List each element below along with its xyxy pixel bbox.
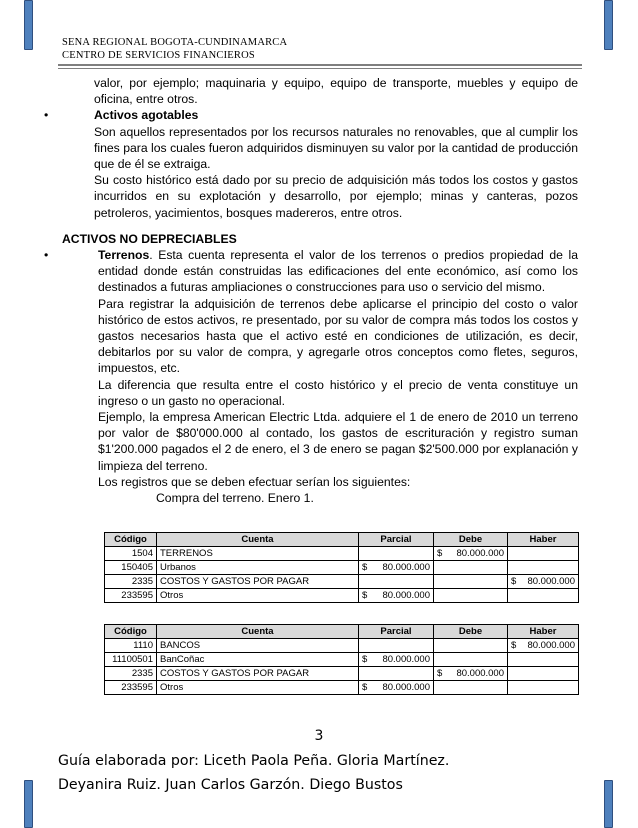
- footer-line-1: Guía elaborada por: Liceth Paola Peña. Gloria Martínez.: [58, 753, 450, 769]
- terrenos-paragraph-2: Para registrar la adquisición de terrenos debe aplicarse el principio del costo o valor histórico de estos activos, re presentado, por su valor de compra más todos los costos y gastos necesarios hasta que el activo esté en condiciones de utilización, es decir, debitarlos por su valor de compra, y agregarle otros conceptos como fletes, seguros, impuestos, etc.: [98, 296, 578, 376]
- table-row: [105, 667, 579, 681]
- section-heading: ACTIVOS NO DEPRECIABLES: [62, 231, 237, 246]
- currency-symbol: $: [362, 589, 368, 601]
- ledger-table-2: [104, 624, 579, 695]
- terrenos-paragraph-3: La diferencia que resulta entre el costo histórico y el precio de venta constituye un ingreso o un gasto no operacional.: [98, 377, 578, 408]
- cell-parcial: [359, 547, 434, 561]
- ledger-table-1: [104, 532, 579, 603]
- column-header: Haber: [508, 625, 579, 639]
- page-number: 3: [314, 728, 324, 744]
- cell-haber: [508, 575, 579, 589]
- cell-debe: [434, 639, 508, 653]
- currency-symbol: $: [362, 561, 368, 573]
- agotables-paragraph-1: Son aquellos representados por los recursos naturales no renovables, que al cumplir los fines para los cuales fueron adquiridos disminuyen su valor por la cantidad de producción que de él se extraiga.: [94, 124, 578, 172]
- cell-code: 11100501: [105, 653, 157, 667]
- amount: 80.000.000: [382, 681, 430, 693]
- cell-parcial: [359, 667, 434, 681]
- cell-parcial: [359, 639, 434, 653]
- table-row: [105, 561, 579, 575]
- cell-cuenta: BanCoñac: [157, 653, 359, 667]
- cell-code: 2335: [105, 575, 157, 589]
- bullet-dot: •: [44, 108, 49, 123]
- currency-symbol: $: [362, 653, 368, 665]
- cell-debe: [434, 547, 508, 561]
- table-row: [105, 575, 579, 589]
- column-header: Código: [105, 625, 157, 639]
- amount: 80.000.000: [382, 589, 430, 601]
- amount: 80.000.000: [382, 653, 430, 665]
- cell-cuenta: TERRENOS: [157, 547, 359, 561]
- cell-cuenta: COSTOS Y GASTOS POR PAGAR: [157, 575, 359, 589]
- cell-cuenta: Otros: [157, 589, 359, 603]
- cell-code: 233595: [105, 681, 157, 695]
- cell-haber: [508, 639, 579, 653]
- amount: 80.000.000: [382, 561, 430, 573]
- column-header: Debe: [434, 625, 508, 639]
- cell-cuenta: Otros: [157, 681, 359, 695]
- cell-code: 233595: [105, 589, 157, 603]
- cell-haber: [508, 653, 579, 667]
- currency-symbol: $: [437, 547, 443, 559]
- bullet-activos-agotables: [44, 107, 578, 123]
- currency-symbol: $: [362, 681, 368, 693]
- bullet-dot: •: [44, 248, 49, 263]
- cell-parcial: [359, 561, 434, 575]
- cell-cuenta: Urbanos: [157, 561, 359, 575]
- cell-haber: [508, 589, 579, 603]
- compra-caption: Compra del terreno. Enero 1.: [156, 491, 314, 506]
- currency-symbol: $: [511, 639, 517, 651]
- cell-parcial: [359, 575, 434, 589]
- header-line-2: CENTRO DE SERVICIOS FINANCIEROS: [62, 50, 255, 61]
- header-line-1: SENA REGIONAL BOGOTA-CUNDINAMARCA: [62, 37, 288, 48]
- table-row: [105, 653, 579, 667]
- table-header-row: [105, 625, 579, 639]
- cell-cuenta: COSTOS Y GASTOS POR PAGAR: [157, 667, 359, 681]
- cell-haber: [508, 681, 579, 695]
- cell-debe: [434, 681, 508, 695]
- table-row: [105, 547, 579, 561]
- header-rule-thick: [58, 64, 582, 66]
- cell-parcial: [359, 653, 434, 667]
- cell-debe: [434, 667, 508, 681]
- cell-cuenta: BANCOS: [157, 639, 359, 653]
- table-row: [105, 589, 579, 603]
- cell-debe: [434, 561, 508, 575]
- cell-haber: [508, 667, 579, 681]
- top-left-bar: [24, 0, 33, 50]
- terrenos-paragraph-5: Los registros que se deben efectuar serían los siguientes:: [98, 474, 411, 489]
- currency-symbol: $: [437, 667, 443, 679]
- cell-haber: [508, 561, 579, 575]
- cell-haber: [508, 547, 579, 561]
- amount: 80.000.000: [456, 547, 504, 559]
- terrenos-paragraph-1: . Esta cuenta representa el valor de los terrenos o predios propiedad de la entidad donde están construidas las edificaciones del ente económico, así como los destinados a futuras ampliaciones o construcciones para uso o servicio del mismo.: [98, 248, 578, 295]
- cell-code: 1110: [105, 639, 157, 653]
- column-header: Cuenta: [157, 625, 359, 639]
- footer-line-2: Deyanira Ruiz. Juan Carlos Garzón. Diego Bustos: [58, 777, 403, 793]
- cell-code: 1504: [105, 547, 157, 561]
- bottom-left-bar: [24, 780, 33, 828]
- cell-code: 2335: [105, 667, 157, 681]
- column-header: Parcial: [359, 533, 434, 547]
- column-header: Cuenta: [157, 533, 359, 547]
- amount: 80.000.000: [527, 575, 575, 587]
- top-right-bar: [604, 0, 613, 50]
- cell-code: 150405: [105, 561, 157, 575]
- amount: 80.000.000: [527, 639, 575, 651]
- agotables-title: Activos agotables: [94, 108, 199, 123]
- bottom-right-bar: [604, 780, 613, 828]
- cell-debe: [434, 653, 508, 667]
- page-footer: [58, 749, 449, 797]
- column-header: Parcial: [359, 625, 434, 639]
- terrenos-paragraph-4: Ejemplo, la empresa American Electric Ltda. adquiere el 1 de enero de 2010 un terreno por valor de $80'000.000 al contado, los gastos de escrituración y registro suman $1'200.000 pagados el 2 de enero, el 3 de enero se pagan $2'500.000 por explanación y limpieza del terreno.: [98, 410, 578, 473]
- continued-paragraph: valor, por ejemplo; maquinaria y equipo, equipo de transporte, muebles y equipo de oficina, entre otros.: [94, 76, 578, 107]
- table-row: [105, 681, 579, 695]
- cell-debe: [434, 575, 508, 589]
- cell-parcial: [359, 681, 434, 695]
- cell-debe: [434, 589, 508, 603]
- page-header: [62, 36, 287, 62]
- currency-symbol: $: [511, 575, 517, 587]
- amount: 80.000.000: [456, 667, 504, 679]
- table-header-row: [105, 533, 579, 547]
- header-rule-thin: [58, 68, 582, 69]
- column-header: Código: [105, 533, 157, 547]
- spacer: [62, 221, 578, 231]
- column-header: Haber: [508, 533, 579, 547]
- bullet-terrenos: [44, 247, 578, 296]
- terrenos-title: Terrenos: [98, 248, 150, 263]
- agotables-paragraph-2: Su costo histórico está dado por su precio de adquisición más todos los costos y gastos incurridos en su explotación y desarrollo, por ejemplo; minas y canteras, pozos petroleros, yacimientos, bosques madereros, entre otros.: [94, 173, 578, 220]
- cell-parcial: [359, 589, 434, 603]
- column-header: Debe: [434, 533, 508, 547]
- table-row: [105, 639, 579, 653]
- document-body: [44, 75, 578, 506]
